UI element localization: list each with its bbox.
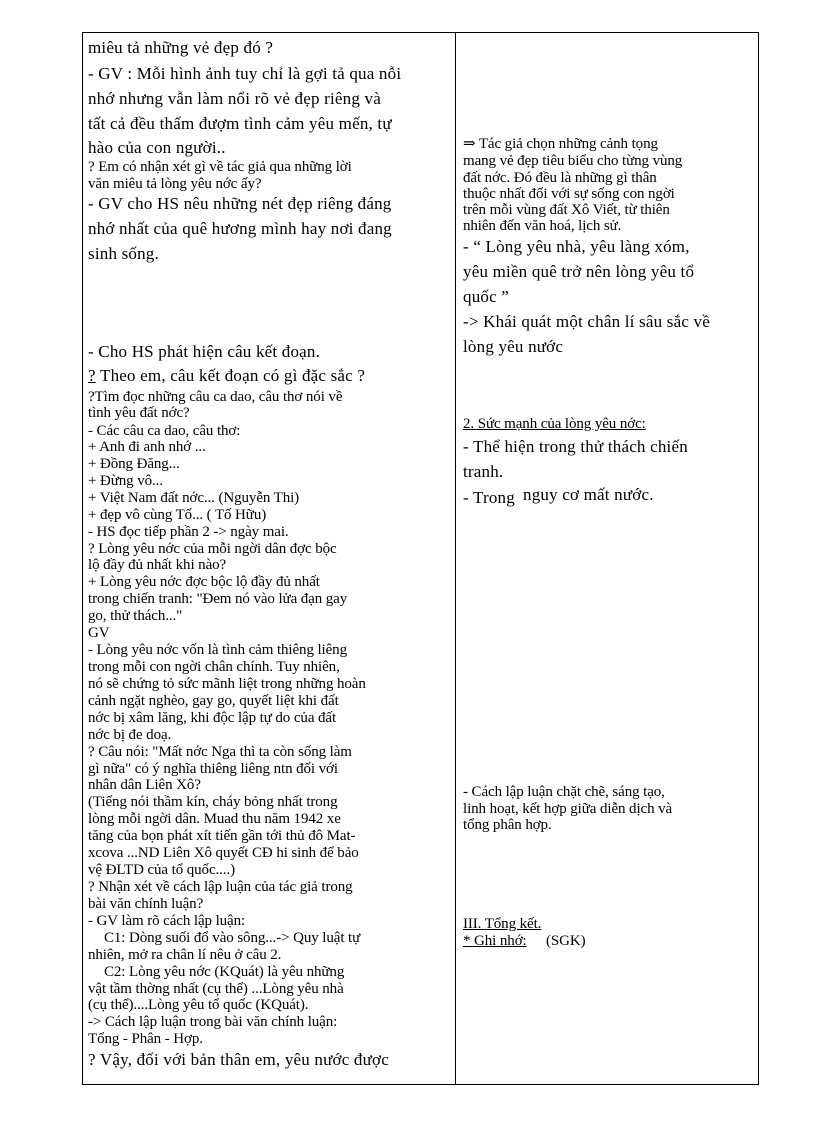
left-line: tăng của bọn phát xít tiến gần tới thủ đô Mat- xyxy=(88,828,356,844)
left-line: - GV : Mỗi hình ảnh tuy chỉ là gợi tả qua nỗi xyxy=(88,64,402,83)
column-divider xyxy=(455,32,456,1085)
left-line: xcova ...ND Liên Xô quyết CĐ hi sinh để bảo xyxy=(88,845,359,861)
left-line: - Các câu ca dao, câu thơ: xyxy=(88,423,241,439)
left-line: nớc bị đe doạ. xyxy=(88,727,172,743)
right-line: -> Khái quát một chân lí sâu sắc về xyxy=(463,312,710,331)
left-line: tình yêu đất nớc? xyxy=(88,405,190,421)
left-line: lòng mỗi ngời dân. Muad thu năm 1942 xe xyxy=(88,811,341,827)
left-line: trong mỗi con ngời chân chính. Tuy nhiên, xyxy=(88,659,340,675)
right-line: nhiên đến văn hoá, lịch sử. xyxy=(463,218,622,234)
right-line: nguy cơ mất nước. xyxy=(523,485,654,504)
left-line: nó sẽ chứng tỏ sức mãnh liệt trong những hoàn xyxy=(88,676,366,692)
left-line: tất cả đều thấm đượm tình cảm yêu mến, tự xyxy=(88,114,392,133)
left-line: - Cho HS phát hiện câu kết đoạn. xyxy=(88,342,321,361)
right-line: trên mỗi vùng đất Xô Viết, từ thiên xyxy=(463,202,670,218)
right-line: - Trong xyxy=(463,488,515,507)
left-line: bài văn chính luận? xyxy=(88,896,204,912)
left-line: -> Cách lập luận trong bài văn chính luận: xyxy=(88,1014,338,1030)
right-line: lòng yêu nước xyxy=(463,337,564,356)
right-line: yêu miền quê trở nên lòng yêu tổ xyxy=(463,262,695,281)
left-line: Tổng - Phân - Hợp. xyxy=(88,1031,203,1047)
left-line: go, thử thách..." xyxy=(88,608,183,624)
left-line: ? Lòng yêu nớc của mỗi ngời dân đợc bộc xyxy=(88,541,337,557)
right-line: ⇒ Tác giả chọn những cảnh tọng xyxy=(463,136,658,152)
left-line: - GV làm rõ cách lập luận: xyxy=(88,913,246,929)
left-line: miêu tả những vẻ đẹp đó ? xyxy=(88,38,274,57)
section-heading: 2. Sức mạnh của lòng yêu nớc: xyxy=(463,416,646,432)
left-line: nhân dân Liên Xô? xyxy=(88,777,201,793)
left-line: (cụ thể)....Lòng yêu tổ quốc (KQuát). xyxy=(88,997,309,1013)
left-line: ? Câu nói: "Mất nớc Nga thì ta còn sống làm xyxy=(88,744,352,760)
left-line: GV xyxy=(88,625,110,641)
left-line: nhớ nhưng vẫn làm nổi rõ vẻ đẹp riêng và xyxy=(88,89,381,108)
left-line: - Lòng yêu nớc vốn là tình cảm thiêng liêng xyxy=(88,642,347,658)
left-line: văn miêu tả lòng yêu nớc ấy? xyxy=(88,176,262,192)
left-line: vật tầm thờng nhất (cụ thể) ...Lòng yêu nhà xyxy=(88,981,344,997)
left-line: ?Tìm đọc những câu ca dao, câu thơ nói về xyxy=(88,389,343,405)
right-line: quốc ” xyxy=(463,287,510,306)
left-line: + Lòng yêu nớc đợc bộc lộ đầy đủ nhất xyxy=(88,574,320,590)
left-line: vệ ĐLTD của tổ quốc....) xyxy=(88,862,236,878)
left-line: ? Nhận xét về cách lập luận của tác giả trong xyxy=(88,879,353,895)
left-line: + Việt Nam đất nớc... (Nguyễn Thi) xyxy=(88,490,300,506)
question-mark: ? xyxy=(88,366,96,385)
left-line: + đẹp vô cùng Tổ... ( Tố Hữu) xyxy=(88,507,267,523)
left-line: - GV cho HS nêu những nét đẹp riêng đáng xyxy=(88,194,392,213)
left-line: cảnh ngặt nghèo, gay go, quyết liệt khi đất xyxy=(88,693,339,709)
left-line: trong chiến tranh: "Đem nó vào lửa đạn gay xyxy=(88,591,348,607)
left-line: lộ đầy đủ nhất khi nào? xyxy=(88,557,227,573)
left-line: + Đồng Đăng... xyxy=(88,456,180,472)
left-line: ? Em có nhận xét gì về tác giả qua những lời xyxy=(88,159,352,175)
right-line: tranh. xyxy=(463,462,504,481)
left-line: Theo em, câu kết đoạn có gì đặc sắc ? xyxy=(100,366,366,385)
right-line: đất nớc. Đó đều là những gì thân xyxy=(463,170,657,186)
left-line: + Anh đi anh nhớ ... xyxy=(88,439,206,455)
left-line: sinh sống. xyxy=(88,244,159,263)
right-line: - Thể hiện trong thử thách chiến xyxy=(463,437,688,456)
left-line: gì nữa" có ý nghĩa thiêng liêng ntn đối với xyxy=(88,761,338,777)
left-line: + Đừng vô... xyxy=(88,473,163,489)
right-line: tổng phân hợp. xyxy=(463,817,552,833)
right-line: - Cách lập luận chặt chẽ, sáng tạo, xyxy=(463,784,665,800)
right-line: mang vẻ đẹp tiêu biểu cho từng vùng xyxy=(463,153,683,169)
left-line: (Tiếng nói thầm kín, cháy bỏng nhất trong xyxy=(88,794,338,810)
right-line: thuộc nhất đối với sự sống con ngời xyxy=(463,186,675,202)
note-label: * Ghi nhớ: xyxy=(463,933,527,949)
left-line: hào của con người.. xyxy=(88,138,226,157)
left-line: C2: Lòng yêu nớc (KQuát) là yêu những xyxy=(104,964,345,980)
left-line: ? Vậy, đối với bản thân em, yêu nước được xyxy=(88,1050,389,1069)
left-line: - HS đọc tiếp phần 2 -> ngày mai. xyxy=(88,524,289,540)
left-line: nhớ nhất của quê hương mình hay nơi đang xyxy=(88,219,392,238)
left-line: C1: Dòng suối đổ vào sông...-> Quy luật tự xyxy=(104,930,361,946)
right-line: linh hoạt, kết hợp giữa diễn dịch và xyxy=(463,801,673,817)
note-reference: (SGK) xyxy=(546,933,586,949)
right-line: - “ Lòng yêu nhà, yêu làng xóm, xyxy=(463,237,690,256)
left-line: nhiên, mở ra chân lí nêu ở câu 2. xyxy=(88,947,282,963)
section-heading: III. Tổng kết. xyxy=(463,916,542,932)
left-line: nớc bị xâm lăng, khi độc lập tự do của đất xyxy=(88,710,337,726)
